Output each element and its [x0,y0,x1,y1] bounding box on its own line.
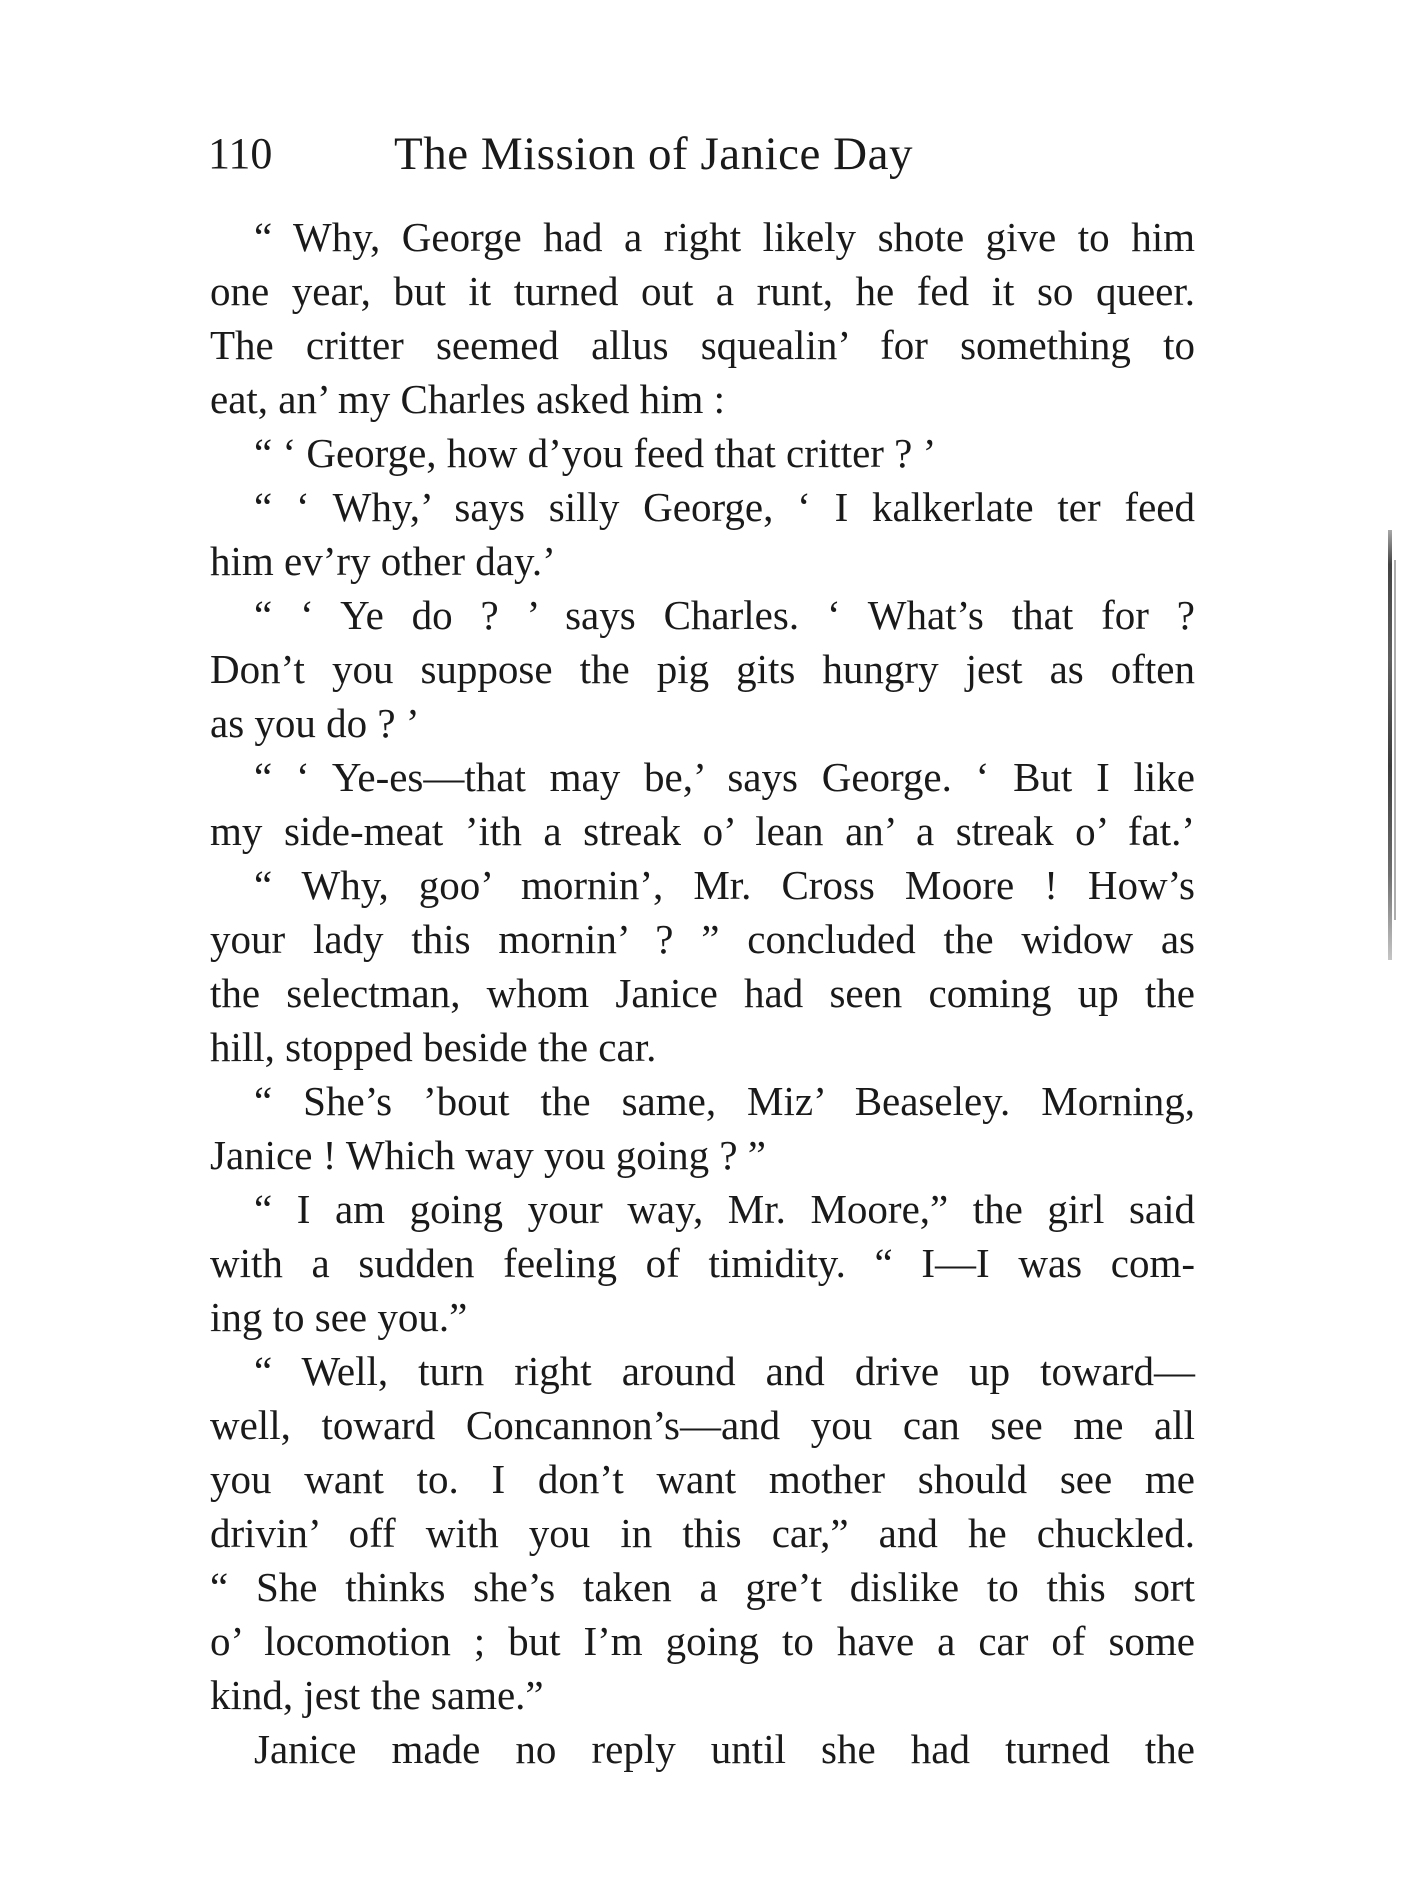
body-text [210,210,1195,1776]
text-line: Janice ! Which way you going ? ” [210,1132,766,1178]
text-line: “ ‘ Ye-es—that may be,’ says George. ‘ But I like [254,754,1195,800]
text-line: “ ‘ Why,’ says silly George, ‘ I kalkerlate ter feed [254,484,1195,530]
text-line: “ Why, goo’ mornin’, Mr. Cross Moore ! How’s [254,862,1195,908]
text-line: Janice made no reply until she had turned the [254,1726,1195,1772]
text-line: eat, an’ my Charles asked him : [210,376,726,422]
text-line: well, toward Concannon’s—and you can see me all [210,1402,1195,1448]
text-line: the selectman, whom Janice had seen coming up the [210,970,1195,1016]
text-line: drivin’ off with you in this car,” and he chuckled. [210,1510,1195,1556]
text-line: kind, jest the same.” [210,1672,544,1718]
text-line: ing to see you.” [210,1294,468,1340]
page-header [208,122,1198,186]
text-line: you want to. I don’t want mother should see me [210,1456,1195,1502]
text-line: Don’t you suppose the pig gits hungry jest as often [210,646,1195,692]
text-line: “ I am going your way, Mr. Moore,” the girl said [254,1186,1195,1232]
scan-artifact [1394,560,1396,920]
text-line: “ ‘ Ye do ? ’ says Charles. ‘ What’s that for ? [254,592,1195,638]
text-line: hill, stopped beside the car. [210,1024,657,1070]
page-number: 110 [208,129,273,178]
text-line: “ She’s ’bout the same, Miz’ Beaseley. Morning, [254,1078,1195,1124]
text-line: The critter seemed allus squealin’ for something to [210,322,1195,368]
text-line: my side-meat ’ith a streak o’ lean an’ a streak o’ fat.’ [210,808,1195,854]
scan-artifact [1388,530,1392,960]
text-line: your lady this mornin’ ? ” concluded the widow as [210,916,1195,962]
text-line: one year, but it turned out a runt, he fed it so queer. [210,268,1195,314]
text-line: “ Why, George had a right likely shote give to him [254,214,1195,260]
text-line: o’ locomotion ; but I’m going to have a car of some [210,1618,1195,1664]
text-line: “ ‘ George, how d’you feed that critter ? ’ [254,430,937,476]
text-line: “ She thinks she’s taken a gre’t dislike to this sort [210,1564,1195,1610]
running-title: The Mission of Janice Day [394,128,913,180]
text-line: as you do ? ’ [210,700,420,746]
text-line: “ Well, turn right around and drive up toward— [254,1348,1195,1394]
text-line: with a sudden feeling of timidity. “ I—I was com- [210,1240,1195,1286]
text-line: him ev’ry other day.’ [210,538,556,584]
